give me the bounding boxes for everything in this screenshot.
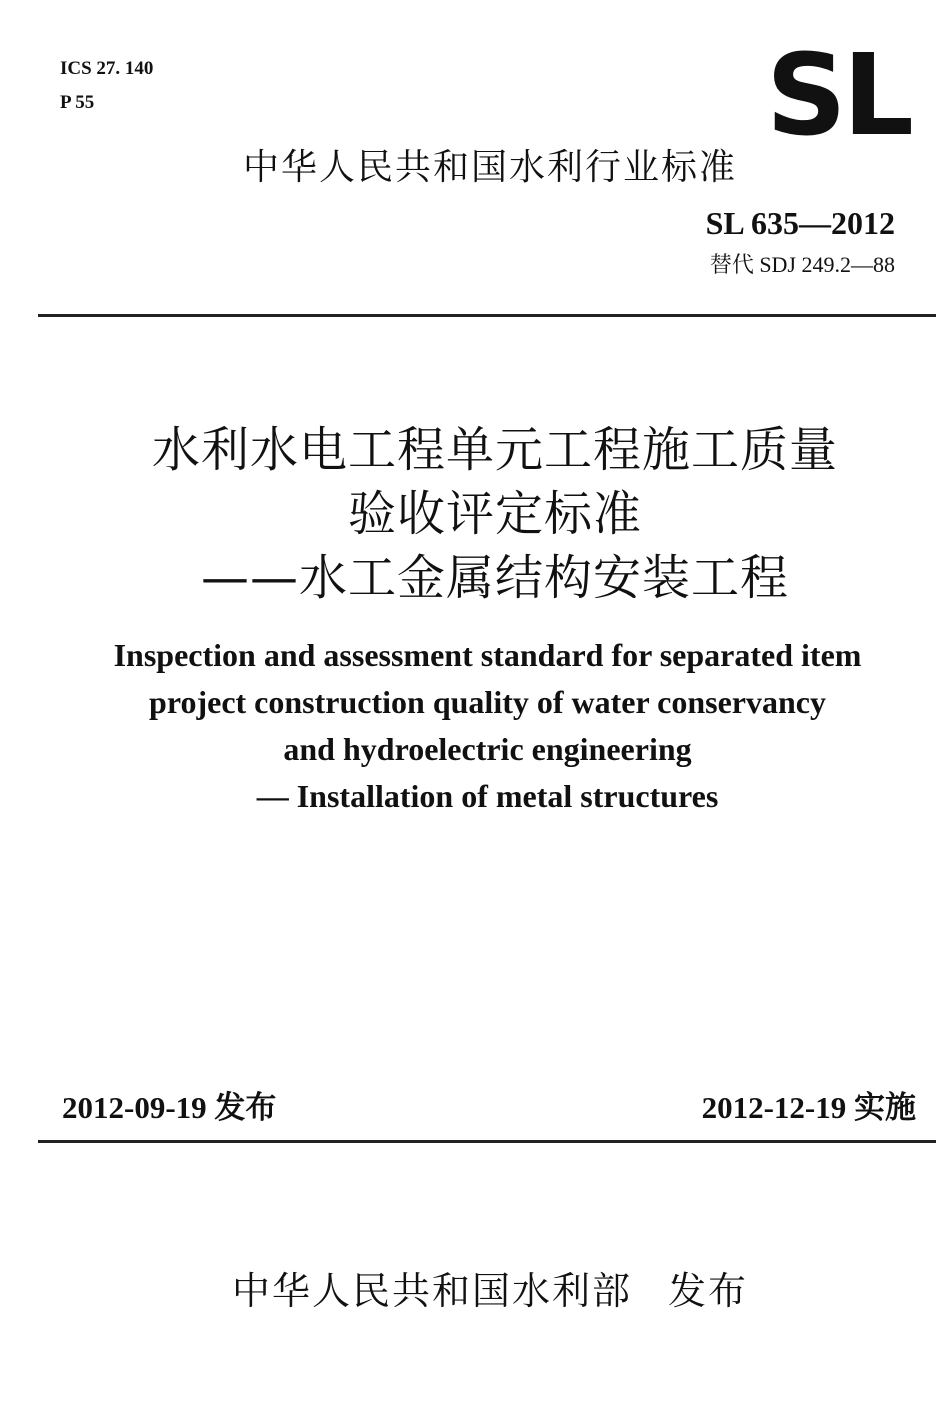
ccs-code: P 55 (60, 92, 95, 113)
industry-standard-title: 中华人民共和国水利行业标准 (242, 147, 737, 188)
top-divider (38, 314, 936, 317)
english-title-line-4: — Installation of metal structures (256, 778, 719, 814)
issue-date: 2012-09-19 (62, 1090, 207, 1125)
english-title-line-3: and hydroelectric engineering (283, 731, 692, 767)
implement-label: 实施 (854, 1090, 916, 1125)
issue-date-block (62, 1088, 276, 1128)
english-title (0, 632, 950, 820)
chinese-title-line-2: 验收评定标准 (347, 486, 642, 542)
chinese-title (0, 418, 950, 610)
publisher-org: 中华人民共和国水利部 (231, 1269, 632, 1313)
chinese-title-line-3: ——水工金属结构安装工程 (200, 550, 789, 606)
standard-number: SL 635—2012 (705, 205, 895, 241)
classification-codes (60, 52, 153, 120)
issue-label: 发布 (214, 1090, 277, 1125)
publisher-action: 发布 (668, 1269, 749, 1313)
replaces-standard: 替代 SDJ 249.2—88 (709, 252, 895, 277)
sl-logo: SL (766, 31, 911, 161)
english-title-line-2: project construction quality of water conservancy (149, 684, 826, 720)
implement-date: 2012-12-19 (701, 1090, 847, 1125)
ics-code: ICS 27. 140 (60, 58, 154, 79)
english-title-line-1: Inspection and assessment standard for separated item (113, 637, 862, 673)
chinese-title-line-1: 水利水电工程单元工程施工质量 (151, 422, 838, 478)
publisher (0, 1265, 950, 1317)
bottom-divider (38, 1140, 936, 1143)
implement-date-block (702, 1088, 916, 1128)
